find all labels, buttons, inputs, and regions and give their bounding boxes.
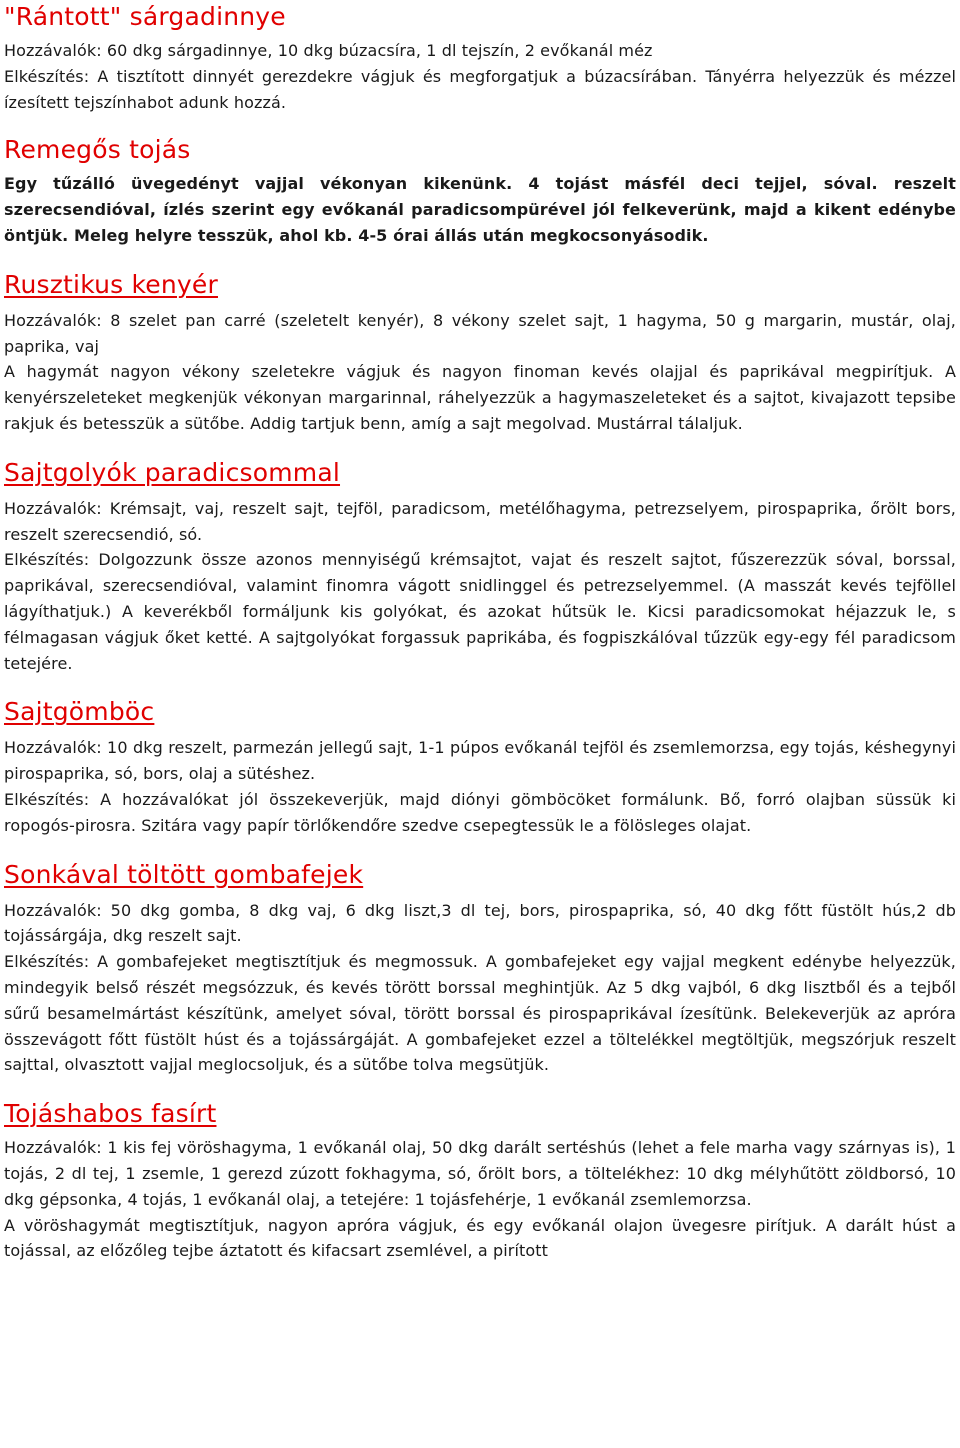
recipe-sajtgomboc <box>4 697 956 838</box>
recipe-title: Tojáshabos fasírt <box>4 1099 217 1129</box>
ingredients-text: Hozzávalók: 50 dkg gomba, 8 dkg vaj, 6 dkg liszt,3 dl tej, bors, pirospaprika, só, 40 dkg főtt füstölt hús,2 db tojássárgája, dkg reszelt sajt. <box>4 900 956 946</box>
ingredients-text: Hozzávalók: Krémsajt, vaj, reszelt sajt, tejföl, paradicsom, metélőhagyma, petrezselyem, pirospaprika, őrölt bors, reszelt szerecsendió, só. <box>4 498 956 544</box>
recipe-rusztikus-kenyer <box>4 270 956 437</box>
preparation-text: Egy tűzálló üvegedényt vajjal vékonyan kikenünk. 4 tojást másfél deci tejjel, sóval. reszelt szerecsendióval, ízlés szerint egy evőkanál paradicsompürével jól felkeverünk, majd a kikent edénybe öntjük. Meleg helyre tesszük, ahol kb. 4-5 órai állás után megkocsonyásodik. <box>4 174 956 245</box>
recipe-sonkaval-toltott-gombafejek <box>4 860 956 1079</box>
recipe-tojashabos-fasirt <box>4 1099 956 1264</box>
preparation-text: Elkészítés: Dolgozzunk össze azonos mennyiségű krémsajtot, vajat és reszelt sajtot, fűszerezzük sóval, borssal, paprikával, szerecsendióval, valamint finomra vágott snidlinggel és petrezselyemmel. (A masszát kevés tejföllel lágyíthatjuk.) A keverékből formáljunk kis golyókat, és azokat hűtsük le. Kicsi paradicsomokat héjazzuk le, s félmagasan vágjuk őket ketté. A sajtgolyókat forgassuk paprikába, és fogpiszkálóval tűzzük egy-egy fél paradicsom tetejére. <box>4 550 956 673</box>
preparation-text: Elkészítés: A tisztított dinnyét gerezdekre vágjuk és megforgatjuk a búzacsírában. Tányérra helyezzük és mézzel ízesített tejszínhabot adunk hozzá. <box>4 66 956 112</box>
preparation-text: A vöröshagymát megtisztítjuk, nagyon apróra vágjuk, és egy evőkanál olajon üvegesre pirítjuk. A darált húst a tojással, az előzőleg tejbe áztatott és kifacsart zsemlével, a pirított <box>4 1215 956 1261</box>
recipe-body <box>4 1135 956 1264</box>
recipe-page <box>4 0 956 1285</box>
preparation-text: Elkészítés: A gombafejeket megtisztítjuk és megmossuk. A gombafejeket egy vajjal megkent edénybe helyezzük, mindegyik belső részét megsózzuk, és kevés törött borssal meghintjük. Az 5 dkg vajból, 6 dkg lisztből és a tejből sűrű besamelmártást készítünk, amelyet sóval, törött borssal és pirospaprikával ízesítünk. Belekeverjük az apróra összevágott főtt füstölt húst és a tojássárgáját. A gombafejeket ezzel a töltelékkel megtöltjük, megszórjuk reszelt sajttal, olvasztott vajjal meglocsoljuk, és a sütőbe tolva megsütjük. <box>4 952 956 1075</box>
recipe-remegos-tojas <box>4 135 956 248</box>
recipe-title: Sonkával töltött gombafejek <box>4 859 364 889</box>
preparation-text: A hagymát nagyon vékony szeletekre vágjuk és nagyon finoman kevés olajjal és paprikával megpirítjuk. A kenyérszeleteket megkenjük vékonyan margarinnal, ráhelyezzük a hagymaszeleteket és a sajtot, kivajazott tepsibe rakjuk és betesszük a sütőbe. Addig tartjuk benn, amíg a sajt megolvad. Mustárral tálaljuk. <box>4 362 956 433</box>
ingredients-text: Hozzávalók: 8 szelet pan carré (szeletelt kenyér), 8 vékony szelet sajt, 1 hagyma, 50 g margarin, mustár, olaj, paprika, vaj <box>4 310 956 356</box>
recipe-sajtgolyok-paradicsommal <box>4 458 956 677</box>
recipe-title: Sajtgömböc <box>4 697 155 727</box>
recipe-title: "Rántott" sárgadinnye <box>4 2 286 31</box>
recipe-body <box>4 735 956 838</box>
ingredients-text: Hozzávalók: 1 kis fej vöröshagyma, 1 evőkanál olaj, 50 dkg darált sertéshús (lehet a fele marha vagy szárnyas is), 1 tojás, 2 dl tej, 1 zsemle, 1 gerezd zúzott fokhagyma, só, őrölt bors, a töltelékhez: 10 dkg mélyhűtött zöldborsó, 10 dkg gépsonka, 4 tojás, 1 evőkanál olaj, a tetejére: 1 tojásfehérje, 1 evőkanál zsemlemorzsa. <box>4 1138 956 1209</box>
recipe-body <box>4 308 956 437</box>
recipe-body <box>4 38 956 115</box>
recipe-title: Sajtgolyók paradicsommal <box>4 457 341 487</box>
recipe-title: Remegős tojás <box>4 135 191 165</box>
recipe-body <box>4 171 956 248</box>
preparation-text: Elkészítés: A hozzávalókat jól összekeverjük, majd diónyi gömböcöket formálunk. Bő, forró olajban süssük ki ropogós-pirosra. Szitára vagy papír törlőkendőre szedve csepegtessük le a fölösleges olajat. <box>4 789 956 835</box>
recipe-ranott-sargadinnye <box>4 2 956 115</box>
recipe-body <box>4 898 956 1079</box>
recipe-title: Rusztikus kenyér <box>4 269 218 299</box>
ingredients-text: Hozzávalók: 10 dkg reszelt, parmezán jellegű sajt, 1-1 púpos evőkanál tejföl és zsemlemorzsa, egy tojás, késhegynyi pirospaprika, só, bors, olaj a sütéshez. <box>4 738 956 784</box>
ingredients-text: Hozzávalók: 60 dkg sárgadinnye, 10 dkg búzacsíra, 1 dl tejszín, 2 evőkanál méz <box>4 41 653 60</box>
recipe-body <box>4 496 956 677</box>
